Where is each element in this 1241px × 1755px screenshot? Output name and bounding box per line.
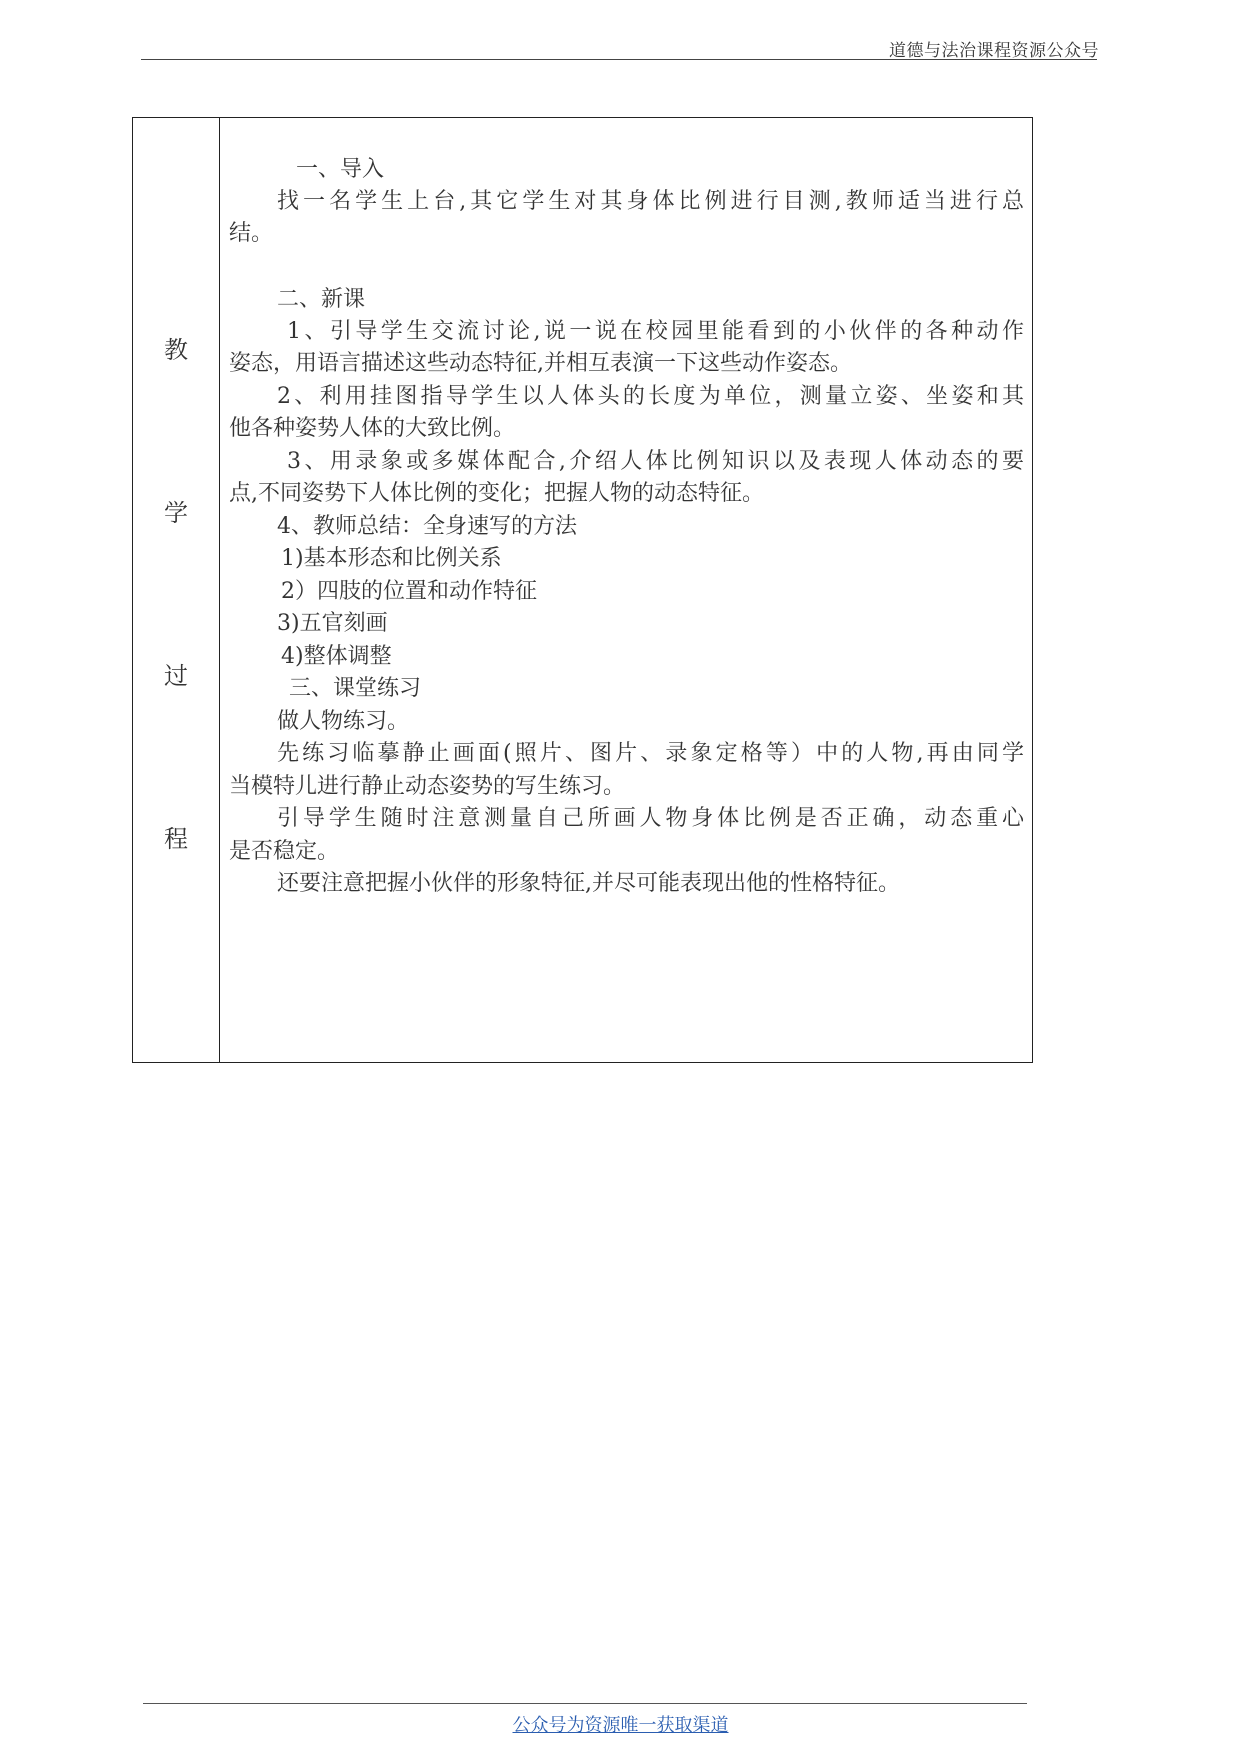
content-line: 2）四肢的位置和动作特征 — [281, 579, 537, 604]
content-line: 2、利用挂图指导学生以人体头的长度为单位，测量立姿、坐姿和其 — [277, 384, 1024, 409]
content-line: 找一名学生上台,其它学生对其身体比例进行目测,教师适当进行总 — [277, 189, 1024, 214]
footer-rule-segment — [185, 1703, 455, 1704]
side-label-char: 教 — [164, 336, 188, 364]
content-line: 姿态，用语言描述这些动态特征,并相互表演一下这些动作姿态。 — [229, 351, 852, 376]
content-line: 是否稳定。 — [229, 839, 340, 864]
side-label-char: 过 — [164, 662, 188, 690]
content-line: 3、用录象或多媒体配合,介绍人体比例知识以及表现人体动态的要 — [287, 449, 1024, 474]
lesson-table — [132, 117, 1033, 1063]
content-line: 他各种姿势人体的大致比例。 — [229, 416, 516, 441]
footer-rule-segment — [999, 1703, 1027, 1704]
section-heading: 一、导入 — [296, 157, 385, 182]
footer-rule-segment — [143, 1703, 185, 1704]
content-line: 结。 — [229, 221, 274, 246]
content-line: 引导学生随时注意测量自己所画人物身体比例是否正确，动态重心 — [277, 806, 1024, 831]
content-line: 还要注意把握小伙伴的形象特征,并尽可能表现出他的性格特征。 — [277, 871, 900, 896]
content-line: 1)基本形态和比例关系 — [281, 546, 502, 571]
footer-rule-segment — [727, 1703, 999, 1704]
section-heading: 三、课堂练习 — [289, 676, 422, 701]
footer-rule-segment — [455, 1703, 727, 1704]
content-line: 当模特儿进行静止动态姿势的写生练习。 — [229, 774, 626, 799]
content-line: 点,不同姿势下人体比例的变化；把握人物的动态特征。 — [229, 481, 764, 506]
content-line: 4、教师总结：全身速写的方法 — [277, 514, 577, 539]
section-heading: 二、新课 — [277, 287, 366, 312]
content-line: 先练习临摹静止画面(照片、图片、录象定格等）中的人物,再由同学 — [277, 741, 1024, 766]
content-line: 做人物练习。 — [277, 709, 410, 734]
header-rule — [141, 59, 1097, 60]
header-text: 道德与法治课程资源公众号 — [889, 41, 1099, 61]
content-line: 1、引导学生交流讨论,说一说在校园里能看到的小伙伴的各种动作 — [287, 319, 1024, 344]
footer-link[interactable]: 公众号为资源唯一获取渠道 — [512, 1715, 729, 1736]
column-divider — [219, 118, 220, 1062]
content-line: 4)整体调整 — [281, 644, 392, 669]
side-label-char: 程 — [164, 825, 188, 853]
content-line: 3)五官刻画 — [277, 611, 388, 636]
side-label-char: 学 — [164, 499, 188, 527]
